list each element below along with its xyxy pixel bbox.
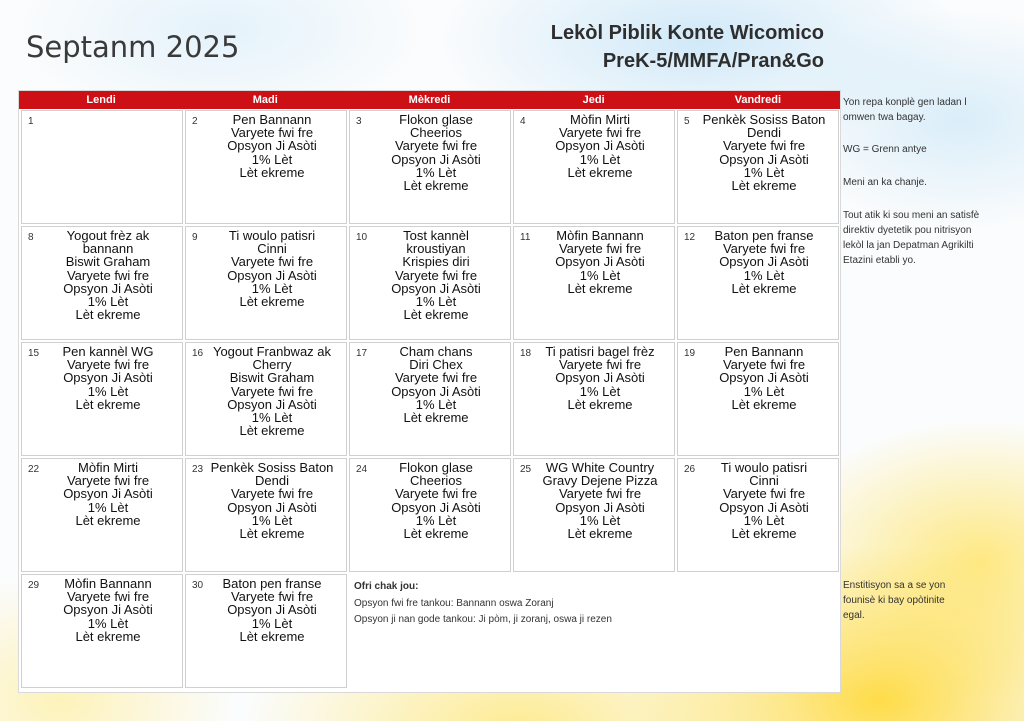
menu-item: 1% Lèt	[579, 151, 621, 167]
menu-item: Opsyon Ji Asòti	[719, 254, 809, 270]
day-cell	[677, 110, 839, 224]
side-note-wg: WG = Grenn antye	[843, 144, 927, 155]
menu-item: Krispies diri	[402, 254, 470, 270]
day-cell	[677, 458, 839, 572]
menu-item: Varyete fwi fre	[230, 589, 314, 605]
menu-item: Lèt ekreme	[239, 294, 305, 310]
menu-item: Opsyon Ji Asòti	[391, 151, 481, 167]
menu-item: 1% Lèt	[251, 615, 293, 631]
day-number: 17	[356, 348, 368, 359]
day-cell	[21, 458, 183, 572]
menu-item: Lèt ekreme	[403, 178, 469, 194]
menu-item: Penkèk Sosiss Baton	[210, 460, 334, 475]
menu-item: 1% Lèt	[743, 512, 785, 528]
menu-item: Lèt ekreme	[567, 164, 633, 180]
menu-item: 1% Lèt	[415, 294, 457, 310]
menu-item: 1% Lèt	[251, 512, 293, 528]
menu-items	[36, 577, 180, 643]
menu-item: Varyete fwi fre	[722, 357, 806, 373]
menu-item: Opsyon Ji Asòti	[227, 396, 317, 412]
menu-item: WG White Country	[545, 460, 655, 475]
menu-item: Opsyon Ji Asòti	[719, 151, 809, 167]
menu-item: Lèt ekreme	[731, 526, 797, 542]
side-note-equal-opportunity	[843, 578, 1013, 623]
day-number: 11	[520, 232, 531, 243]
day-number: 16	[192, 348, 204, 359]
day-number: 1	[28, 116, 34, 127]
side-note-usda	[843, 208, 1013, 268]
menu-item: Opsyon Ji Asòti	[227, 267, 317, 283]
menu-item: Opsyon Ji Asòti	[719, 499, 809, 515]
menu-item: 1% Lèt	[743, 267, 785, 283]
menu-item: Cinni	[257, 241, 287, 257]
menu-item: 1% Lèt	[87, 383, 129, 399]
menu-item: Dendi	[747, 125, 781, 141]
menu-item: Tost kannèl	[403, 228, 469, 243]
menu-item: Lèt ekreme	[75, 307, 141, 323]
menu-item: Varyete fwi fre	[394, 486, 478, 502]
menu-item: Opsyon Ji Asòti	[555, 254, 645, 270]
weekday-tuesday: Madi	[252, 94, 278, 106]
menu-item: bannann	[82, 241, 134, 257]
side-note-change: Meni an ka chanje.	[843, 177, 927, 188]
menu-item: Opsyon Ji Asòti	[555, 370, 645, 386]
day-cell	[185, 226, 347, 340]
side-note-line: Etazini etabli yo.	[843, 255, 916, 266]
day-cell	[513, 226, 675, 340]
menu-items	[692, 229, 836, 295]
menu-item: Flokon glase	[399, 460, 473, 475]
school-name: Lekòl Piblik Konte Wicomico	[550, 22, 824, 44]
menu-item: Opsyon Ji Asòti	[227, 602, 317, 618]
side-note-line: egal.	[843, 610, 865, 621]
day-number: 5	[684, 116, 690, 127]
menu-items	[528, 461, 672, 540]
menu-item: 1% Lèt	[251, 410, 293, 426]
menu-item: Yogout Franbwaz ak	[212, 344, 332, 359]
day-number: 8	[28, 232, 34, 243]
weekday-monday: Lendi	[86, 94, 116, 106]
day-cell	[185, 110, 347, 224]
menu-item: Pen Bannann	[232, 112, 312, 127]
menu-item: Yogout frèz ak	[66, 228, 150, 243]
day-number: 18	[520, 348, 532, 359]
menu-item: 1% Lèt	[415, 164, 457, 180]
menu-item: Cheerios	[409, 473, 463, 489]
day-cell	[185, 574, 347, 688]
day-number: 4	[520, 116, 526, 127]
menu-item: Lèt ekreme	[403, 526, 469, 542]
day-number: 15	[28, 348, 40, 359]
day-number: 24	[356, 464, 368, 475]
menu-items	[200, 113, 344, 179]
menu-item: Flokon glase	[399, 112, 473, 127]
menu-items	[200, 577, 344, 643]
menu-item: Opsyon Ji Asòti	[63, 486, 153, 502]
menu-items	[692, 113, 836, 192]
side-note-line: lekòl la jan Depatman Agrikilti	[843, 240, 974, 251]
day-cell	[185, 342, 347, 456]
day-cell	[349, 110, 511, 224]
menu-items	[36, 461, 180, 527]
menu-item: Varyete fwi fre	[722, 241, 806, 257]
side-note-line: Yon repa konplè gen ladan l	[843, 97, 967, 108]
menu-items	[692, 345, 836, 411]
menu-item: Mòfin Mirti	[570, 112, 630, 127]
menu-item: Baton pen franse	[222, 576, 322, 591]
menu-item: 1% Lèt	[87, 294, 129, 310]
menu-item: Opsyon Ji Asòti	[63, 280, 153, 296]
menu-item: Lèt ekreme	[731, 280, 797, 296]
day-number: 10	[356, 232, 368, 243]
daily-offer-title: Ofri chak jou:	[354, 581, 419, 592]
day-number: 2	[192, 116, 198, 127]
menu-item: Opsyon Ji Asòti	[63, 602, 153, 618]
menu-item: Ti woulo patisri	[720, 460, 808, 475]
menu-item: 1% Lèt	[743, 164, 785, 180]
menu-item: Varyete fwi fre	[230, 125, 314, 141]
menu-item: Ti woulo patisri	[228, 228, 316, 243]
menu-item: Varyete fwi fre	[394, 267, 478, 283]
menu-item: Lèt ekreme	[731, 178, 797, 194]
menu-item: Pen kannèl WG	[62, 344, 154, 359]
menu-item: Varyete fwi fre	[558, 241, 642, 257]
day-cell	[21, 110, 183, 224]
menu-item: Lèt ekreme	[239, 628, 305, 644]
menu-item: Varyete fwi fre	[722, 486, 806, 502]
page-title: Septanm 2025	[26, 30, 240, 64]
menu-item: Varyete fwi fre	[66, 473, 150, 489]
day-cell	[513, 458, 675, 572]
day-cell	[677, 342, 839, 456]
day-number: 19	[684, 348, 696, 359]
menu-items	[364, 345, 508, 424]
school-program: PreK-5/MMFA/Pran&Go	[602, 50, 824, 72]
menu-items	[364, 113, 508, 192]
menu-item: Varyete fwi fre	[394, 138, 478, 154]
menu-item: Opsyon Ji Asòti	[719, 370, 809, 386]
menu-item: Cinni	[749, 473, 779, 489]
menu-item: Lèt ekreme	[75, 628, 141, 644]
day-number: 22	[28, 464, 40, 475]
menu-items	[692, 461, 836, 540]
day-cell	[21, 574, 183, 688]
menu-item: Ti patisri bagel frèz	[545, 344, 655, 359]
side-note-line: founisè ki bay opòtinite	[843, 595, 945, 606]
menu-item: Opsyon Ji Asòti	[391, 499, 481, 515]
menu-item: Lèt ekreme	[567, 526, 633, 542]
daily-offer-line: Opsyon fwi fre tankou: Bannann oswa Zoranj	[354, 598, 554, 609]
menu-item: 1% Lèt	[87, 615, 129, 631]
menu-item: Varyete fwi fre	[558, 357, 642, 373]
menu-item: Opsyon Ji Asòti	[555, 499, 645, 515]
menu-item: Lèt ekreme	[75, 512, 141, 528]
menu-items	[200, 229, 344, 308]
menu-item: Varyete fwi fre	[66, 589, 150, 605]
menu-item: Varyete fwi fre	[230, 254, 314, 270]
menu-items	[528, 229, 672, 295]
day-number: 29	[28, 580, 40, 591]
day-number: 9	[192, 232, 198, 243]
menu-item: Biswit Graham	[65, 254, 151, 270]
day-cell	[513, 342, 675, 456]
school-header	[551, 20, 824, 76]
menu-items	[200, 461, 344, 540]
menu-item: Lèt ekreme	[567, 396, 633, 412]
menu-item: Penkèk Sosiss Baton	[702, 112, 826, 127]
menu-item: Lèt ekreme	[239, 164, 305, 180]
menu-item: Mòfin Mirti	[78, 460, 138, 475]
menu-item: Opsyon Ji Asòti	[391, 280, 481, 296]
weekday-thursday: Jedi	[582, 94, 605, 106]
day-cell	[349, 226, 511, 340]
menu-item: Opsyon Ji Asòti	[555, 138, 645, 154]
menu-items	[36, 229, 180, 321]
daily-offer-box	[348, 575, 840, 692]
menu-item: 1% Lèt	[251, 151, 293, 167]
day-cell	[21, 342, 183, 456]
menu-item: Varyete fwi fre	[394, 370, 478, 386]
day-cell	[677, 226, 839, 340]
day-number: 26	[684, 464, 696, 475]
weekday-friday: Vandredi	[734, 94, 782, 106]
menu-item: Dendi	[255, 473, 289, 489]
day-cell	[513, 110, 675, 224]
side-note-meal	[843, 95, 1013, 125]
day-cell	[349, 458, 511, 572]
menu-item: Varyete fwi fre	[722, 138, 806, 154]
day-number: 3	[356, 116, 362, 127]
menu-item: 1% Lèt	[251, 280, 293, 296]
menu-item: Lèt ekreme	[75, 396, 141, 412]
menu-item: Opsyon Ji Asòti	[63, 370, 153, 386]
menu-item: Pen Bannann	[724, 344, 804, 359]
menu-items	[200, 345, 344, 437]
menu-item: Varyete fwi fre	[66, 357, 150, 373]
menu-item: 1% Lèt	[579, 512, 621, 528]
menu-item: Cham chans	[399, 344, 473, 359]
day-number: 12	[684, 232, 696, 243]
menu-item: Varyete fwi fre	[558, 125, 642, 141]
weekday-wednesday: Mèkredi	[408, 94, 451, 106]
menu-item: Mòfin Bannann	[556, 228, 644, 243]
side-note-line: Tout atik ki sou meni an satisfè	[843, 210, 980, 221]
menu-item: Varyete fwi fre	[558, 486, 642, 502]
menu-item: Varyete fwi fre	[230, 383, 314, 399]
menu-item: 1% Lèt	[415, 512, 457, 528]
day-cell	[21, 226, 183, 340]
menu-item: Cheerios	[409, 125, 463, 141]
side-note-line: Enstitisyon sa a se yon	[843, 580, 946, 591]
menu-items	[528, 345, 672, 411]
menu-item: Lèt ekreme	[567, 280, 633, 296]
menu-items	[364, 229, 508, 321]
menu-calendar	[18, 90, 841, 693]
menu-item: Mòfin Bannann	[64, 576, 152, 591]
menu-item: Varyete fwi fre	[230, 486, 314, 502]
menu-item: 1% Lèt	[579, 383, 621, 399]
menu-item: Biswit Graham	[229, 370, 315, 386]
menu-item: Opsyon Ji Asòti	[227, 499, 317, 515]
menu-item: 1% Lèt	[415, 396, 457, 412]
day-number: 30	[192, 580, 204, 591]
menu-items	[364, 461, 508, 540]
daily-offer-line: Opsyon ji nan gode tankou: Ji pòm, ji zoranj, oswa ji rezen	[354, 614, 612, 625]
menu-items	[528, 113, 672, 179]
menu-item: Varyete fwi fre	[66, 267, 150, 283]
menu-item: Opsyon Ji Asòti	[391, 383, 481, 399]
weekday-header	[19, 91, 840, 109]
menu-item: Cherry	[252, 357, 292, 373]
menu-items	[36, 345, 180, 411]
menu-item: Lèt ekreme	[239, 423, 305, 439]
menu-item: 1% Lèt	[579, 267, 621, 283]
menu-item: 1% Lèt	[87, 499, 129, 515]
menu-item: Lèt ekreme	[239, 526, 305, 542]
menu-item: Gravy Dejene Pizza	[542, 473, 658, 489]
menu-item: Lèt ekreme	[403, 307, 469, 323]
day-number: 25	[520, 464, 532, 475]
side-note-line: direktiv dyetetik pou nitrisyon	[843, 225, 972, 236]
menu-item: Opsyon Ji Asòti	[227, 138, 317, 154]
menu-item: Lèt ekreme	[403, 410, 469, 426]
menu-item: Diri Chex	[409, 357, 463, 373]
menu-item: Lèt ekreme	[731, 396, 797, 412]
day-cell	[349, 342, 511, 456]
side-note-line: omwen twa bagay.	[843, 112, 926, 123]
day-cell	[185, 458, 347, 572]
menu-item: kroustiyan	[406, 241, 466, 257]
day-number: 23	[192, 464, 204, 475]
menu-item: 1% Lèt	[743, 383, 785, 399]
menu-item: Baton pen franse	[714, 228, 814, 243]
